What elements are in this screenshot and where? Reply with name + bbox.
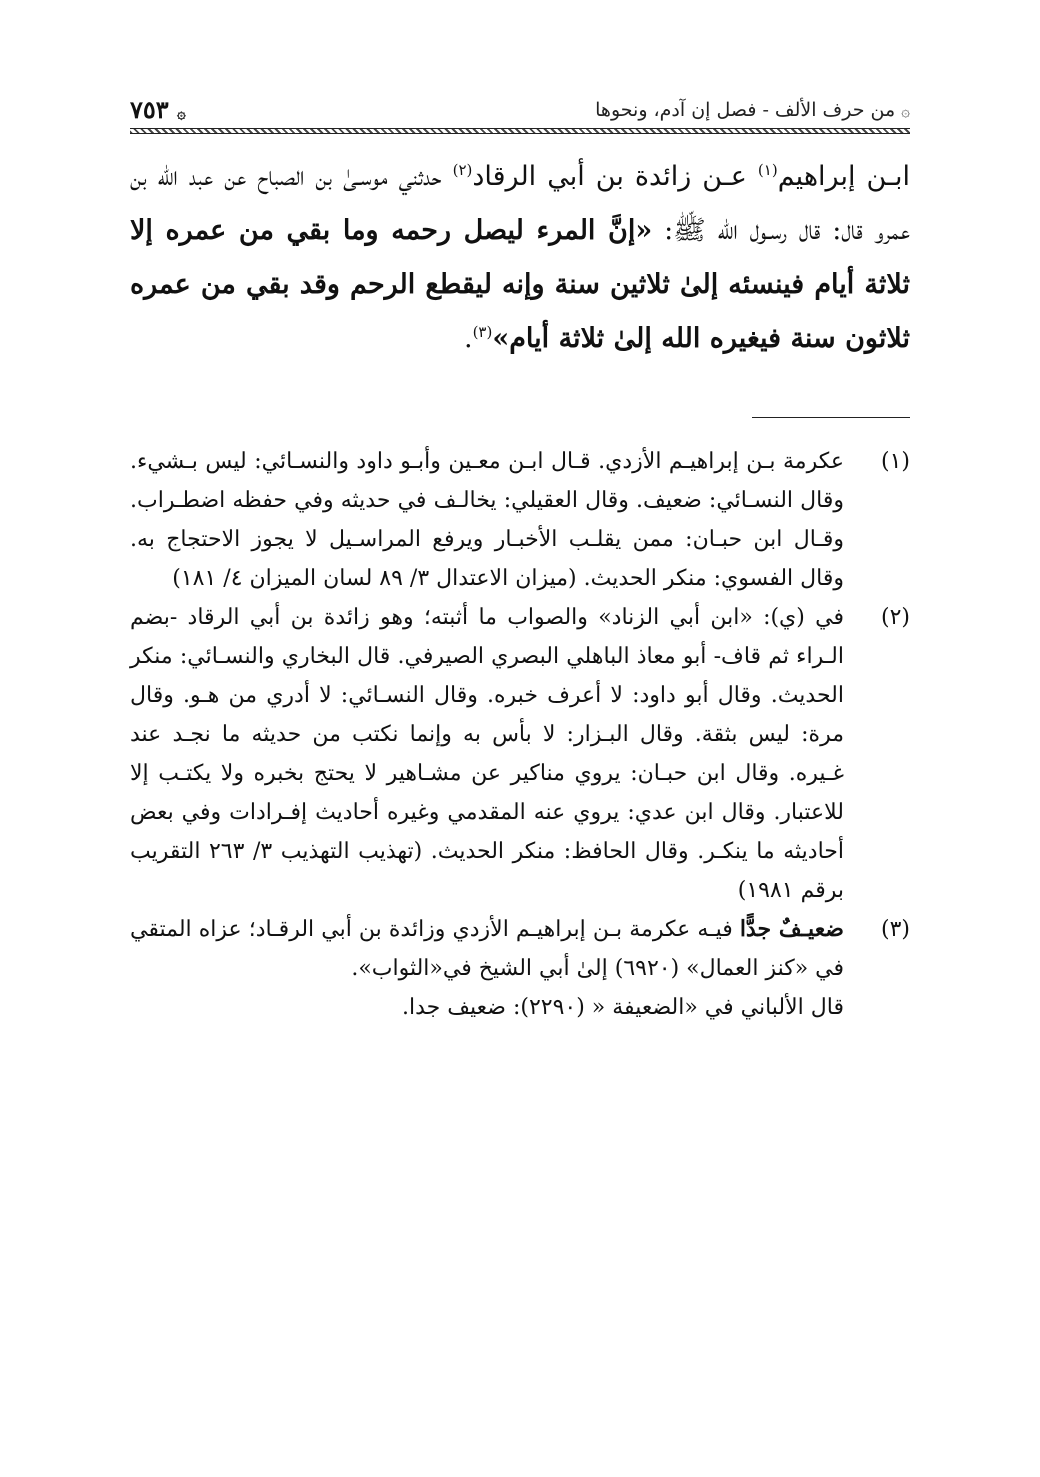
ornament-left-icon: ۞ <box>177 104 186 122</box>
footnote-number: (٣) <box>880 917 910 942</box>
main-seg2: عـن زائدة بن أبي الرقاد <box>472 161 758 192</box>
footnote-grade: ضعيـفٌ جدًّا <box>739 916 844 942</box>
footnote-separator <box>752 417 910 418</box>
main-end: . <box>463 323 473 354</box>
footnote-ref-3[interactable]: (٣) <box>472 323 493 341</box>
main-text <box>130 150 910 366</box>
main-seg1: ابـن إبراهيم <box>777 161 910 192</box>
footnotes <box>130 442 910 1027</box>
footnote-number: (١) <box>880 449 910 474</box>
footnote-3 <box>130 910 910 1027</box>
hadith-text: «إنَّ المرء ليصل رحمه وما بقي من عمره إلا ثلاثة أيام فينسئه إلىٰ ثلاثين سنة وإنه ليقطع الرحم وقد بقي من عمره ثلاثون سنة فيغيره الله إلىٰ ثلاثة أيام» <box>130 215 910 354</box>
footnote-body: فيـه عكرمة بـن إبراهيـم الأزدي وزائدة بن أبي الرقـاد؛ عزاه المتقي في «كنز العمال» (٦٩٢٠) إلىٰ أبي الشيخ في«الثواب». <box>130 917 844 981</box>
running-title-text: من حرف الألف - فصل إن آدم، ونحوها <box>595 99 896 121</box>
ornament-right-icon: ۞ <box>901 102 910 120</box>
header-rule <box>130 128 910 134</box>
footnote-text-line2: قال الألباني في «الضعيفة « (٢٢٩٠): ضعيف جدا. <box>402 995 844 1020</box>
footnote-1 <box>130 442 910 598</box>
page-number-text: ٧٥٣ <box>130 95 169 124</box>
footnote-text: في (ي): «ابن أبي الزناد» والصواب ما أثبته؛ وهو زائدة بن أبي الرقاد -بضم الـراء ثم قاف- أبو معاذ الباهلي البصري الصيرفي. قال البخاري والنسـائي: منكر الحديث. وقال أبو داود: لا أعرف خبره. وقال النسـائي: لا أدري من هـو. وقال مرة: ليس بثقة. وقال البـزار: لا بأس به وإنما نكتب من حديثه ما نجـد عند غـيره. وقال ابن حبـان: يروي مناكير عن مشـاهير لا يحتج بخبره ولا يكتـب إلا للاعتبار. وقال ابن عدي: يروي عنه المقدمي وغيره أحاديث إفـرادات وفي بعض أحاديثه ما ينكـر. وقال الحافظ: منكر الحديث. (تهذيب التهذيب ٣/ ٢٦٣ التقريب برقم ١٩٨١) <box>130 605 844 903</box>
page-header <box>130 95 910 129</box>
footnote-text <box>130 910 844 988</box>
footnote-ref-1[interactable]: (١) <box>757 161 778 179</box>
footnote-number: (٢) <box>880 605 910 630</box>
footnote-2 <box>130 598 910 910</box>
footnote-text: عكرمة بـن إبراهيـم الأزدي. قـال ابـن معـين وأبـو داود والنسـائي: ليس بـشيء. وقال النسـائي: ضعيف. وقال العقيلي: يخالـف في حديثه وفي حفظه اضطـراب. وقـال ابن حبـان: ممن يقلـب الأخبـار ويرفع المراسـيل لا يجوز الاحتجاج به. وقال الفسوي: منكر الحديث. (ميزان الاعتدال ٣/ ٨٩ لسان الميزان ٤/ ١٨١) <box>130 449 844 591</box>
footnote-ref-2[interactable]: (٢) <box>452 161 473 179</box>
running-title <box>595 99 910 121</box>
main-seg3: حدثني موسـىٰ بن الصباح عن عبد الله بن عمرو قال: قال رسـول الله ﷺ: <box>130 161 911 246</box>
page-number <box>130 95 186 124</box>
